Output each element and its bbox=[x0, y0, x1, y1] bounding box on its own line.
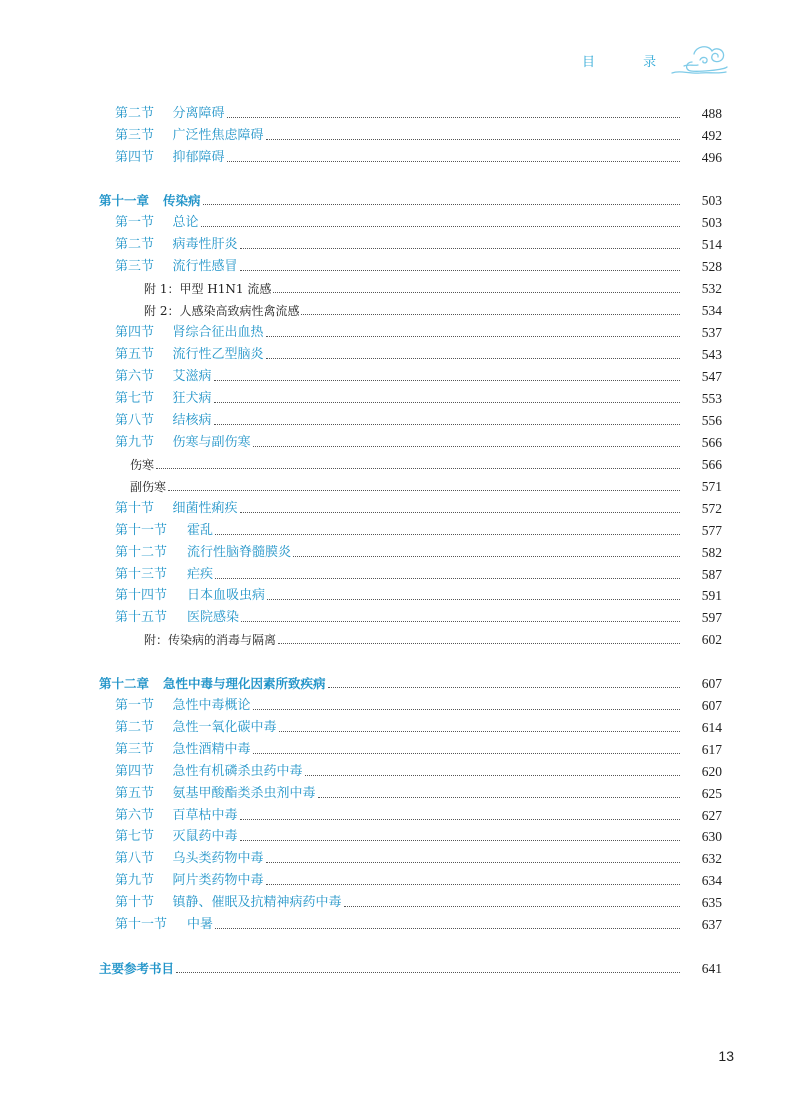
toc-number: 第六节 bbox=[115, 807, 155, 823]
toc-page-number: 514 bbox=[701, 237, 722, 253]
toc-page-number: 591 bbox=[701, 588, 722, 604]
toc-title: 阿片类药物中毒 bbox=[172, 873, 264, 889]
toc-title: 主要参考书目 bbox=[99, 960, 175, 976]
toc-number: 第十节 bbox=[115, 895, 155, 911]
toc-entry-row[interactable] bbox=[0, 737, 800, 758]
toc-title: 急性有机磷杀虫药中毒 bbox=[172, 763, 303, 779]
toc-number: 第三节 bbox=[115, 741, 155, 757]
dot-leader bbox=[253, 446, 680, 447]
toc-title: 乌头类药物中毒 bbox=[172, 851, 264, 867]
toc-title: 氨基甲酸酯类杀虫剂中毒 bbox=[172, 785, 316, 801]
toc-entry-row[interactable] bbox=[0, 496, 800, 517]
toc-entry-row[interactable] bbox=[0, 803, 800, 824]
toc-page-number: 617 bbox=[701, 741, 722, 757]
toc-entry-row[interactable] bbox=[0, 210, 800, 231]
toc-entry-label bbox=[115, 764, 303, 780]
toc-page-number: 503 bbox=[701, 215, 722, 231]
toc-entry-row[interactable] bbox=[0, 518, 800, 539]
toc-entry-label bbox=[115, 347, 264, 363]
dot-leader bbox=[253, 709, 680, 710]
toc-entry-row[interactable] bbox=[0, 430, 800, 451]
toc-title: 中暑 bbox=[187, 917, 214, 933]
toc-entry-row[interactable] bbox=[0, 715, 800, 736]
toc-page-number: 614 bbox=[701, 719, 722, 735]
toc-entry-row[interactable] bbox=[0, 824, 800, 845]
dot-leader bbox=[266, 139, 680, 140]
dot-leader bbox=[240, 270, 680, 271]
toc-page-number: 632 bbox=[701, 851, 722, 867]
toc-entry-row[interactable] bbox=[0, 759, 800, 780]
toc-page-number: 625 bbox=[701, 785, 722, 801]
dot-leader bbox=[214, 424, 680, 425]
toc-entry-row[interactable] bbox=[0, 583, 800, 604]
toc-entry-label bbox=[115, 698, 251, 714]
dot-leader bbox=[240, 512, 680, 513]
toc-number: 第五节 bbox=[115, 347, 155, 362]
toc-number: 第一节 bbox=[115, 215, 155, 231]
toc-title: 流行性感冒 bbox=[172, 259, 238, 275]
toc-entry-label bbox=[115, 567, 213, 583]
toc-number: 第三节 bbox=[115, 259, 155, 275]
toc-page-number: 566 bbox=[701, 456, 722, 472]
toc-number: 第二节 bbox=[115, 237, 155, 253]
toc-entry-row[interactable] bbox=[0, 386, 800, 407]
toc-number: 第九节 bbox=[115, 434, 155, 450]
toc-entry-label bbox=[115, 215, 199, 231]
toc-page-number: 620 bbox=[701, 763, 722, 779]
toc-page-number: 607 bbox=[701, 697, 722, 713]
toc-entry-row[interactable] bbox=[0, 145, 800, 166]
toc-page-number: 547 bbox=[701, 368, 722, 384]
toc-page-number: 528 bbox=[701, 259, 722, 275]
toc-number: 第三节 bbox=[115, 127, 155, 143]
toc-page-number: 537 bbox=[701, 325, 722, 341]
toc-title: 附 1：甲型 H1N1 流感 bbox=[144, 282, 272, 297]
toc-title: 医院感染 bbox=[187, 610, 240, 626]
toc-page-number: 556 bbox=[701, 412, 722, 428]
toc-chapter-row[interactable] bbox=[0, 956, 800, 977]
dot-leader bbox=[214, 402, 680, 403]
toc-entry-label bbox=[115, 106, 225, 122]
toc-number: 第十一章 bbox=[99, 193, 150, 209]
header-title: 目 录 bbox=[582, 55, 679, 70]
toc-entry-row[interactable] bbox=[0, 846, 800, 867]
dot-leader bbox=[215, 578, 680, 579]
toc-entry-label bbox=[115, 413, 212, 429]
toc-number: 第二节 bbox=[115, 106, 155, 121]
toc-entry-row[interactable] bbox=[0, 101, 800, 122]
toc-title: 抑郁障碍 bbox=[172, 149, 225, 165]
dot-leader bbox=[203, 204, 680, 205]
toc-title: 急性中毒概论 bbox=[172, 697, 251, 713]
toc-number: 第八节 bbox=[115, 412, 155, 428]
toc-page-number: 582 bbox=[701, 544, 722, 560]
toc-entry-label bbox=[115, 742, 251, 758]
toc-title: 霍乱 bbox=[187, 522, 214, 538]
toc-page-number: 597 bbox=[701, 610, 722, 626]
toc-entry-row[interactable] bbox=[0, 320, 800, 341]
toc-title: 总论 bbox=[172, 215, 199, 231]
dot-leader bbox=[267, 599, 680, 600]
toc-title: 急性酒精中毒 bbox=[172, 741, 251, 757]
toc-title: 细菌性痢疾 bbox=[172, 500, 238, 516]
toc-page-number: 587 bbox=[701, 566, 722, 582]
toc-title: 附：传染病的消毒与隔离 bbox=[144, 633, 277, 648]
toc-title: 附 2：人感染高致病性禽流感 bbox=[144, 304, 300, 319]
toc-entry-row[interactable] bbox=[0, 232, 800, 253]
toc-title: 狂犬病 bbox=[172, 390, 212, 406]
dot-leader bbox=[318, 797, 680, 798]
dot-leader bbox=[156, 468, 680, 469]
toc-entry-label bbox=[99, 193, 201, 209]
toc-page-number: 534 bbox=[701, 303, 722, 319]
toc-page-number: 630 bbox=[701, 829, 722, 845]
toc-number: 第八节 bbox=[115, 851, 155, 867]
toc-chapter-row[interactable] bbox=[0, 188, 800, 209]
toc-title: 艾滋病 bbox=[172, 368, 212, 384]
dot-leader bbox=[344, 906, 680, 907]
toc-entry-label bbox=[99, 676, 326, 692]
toc-title: 副伤寒 bbox=[130, 479, 167, 494]
dot-leader bbox=[278, 643, 680, 644]
toc-entry-label bbox=[115, 501, 238, 517]
toc-entry-row[interactable] bbox=[0, 605, 800, 626]
toc-number: 第十四节 bbox=[115, 588, 168, 604]
toc-title: 伤寒与副伤寒 bbox=[172, 434, 251, 450]
toc-entry-label bbox=[115, 237, 238, 253]
toc-entry-row[interactable] bbox=[0, 781, 800, 802]
toc-entry-row[interactable] bbox=[0, 474, 800, 495]
toc-page-number: 635 bbox=[701, 895, 722, 911]
dot-leader bbox=[214, 380, 680, 381]
toc-title: 伤寒 bbox=[130, 457, 155, 472]
toc-entry-label bbox=[115, 873, 264, 889]
toc-page-number: 496 bbox=[701, 149, 722, 165]
toc-number: 第七节 bbox=[115, 390, 155, 406]
toc-page-number: 553 bbox=[701, 390, 722, 406]
dot-leader bbox=[215, 534, 680, 535]
dot-leader bbox=[240, 840, 680, 841]
toc-number: 第七节 bbox=[115, 829, 155, 845]
toc-entry-row[interactable] bbox=[0, 364, 800, 385]
toc-page-number: 488 bbox=[701, 106, 722, 121]
dot-leader bbox=[266, 336, 680, 337]
toc-entry-label bbox=[115, 369, 212, 385]
toc-title: 广泛性焦虑障碍 bbox=[172, 127, 264, 143]
toc-entry-row[interactable] bbox=[0, 562, 800, 583]
toc-entry-label bbox=[115, 917, 213, 933]
toc-entry-label bbox=[115, 808, 238, 824]
toc-page-number: 543 bbox=[701, 347, 722, 362]
dot-leader bbox=[279, 731, 680, 732]
dot-leader bbox=[240, 819, 680, 820]
toc-number: 第十三节 bbox=[115, 566, 168, 582]
toc-title: 镇静、催眠及抗精神病药中毒 bbox=[172, 895, 342, 911]
toc-page-number: 571 bbox=[701, 478, 722, 494]
toc-number: 第一节 bbox=[115, 697, 155, 713]
toc-entry-row[interactable] bbox=[0, 890, 800, 911]
toc-entry-label bbox=[115, 588, 265, 604]
toc-chapter-row[interactable] bbox=[0, 671, 800, 692]
toc-entry-label bbox=[99, 961, 174, 977]
toc-number: 第四节 bbox=[115, 763, 155, 779]
toc-title: 结核病 bbox=[172, 412, 212, 428]
toc-entry-row[interactable] bbox=[0, 452, 800, 473]
toc-title: 急性中毒与理化因素所致疾病 bbox=[163, 675, 326, 691]
toc-entry-label bbox=[144, 281, 271, 297]
toc-entry-label bbox=[144, 303, 299, 319]
toc-page-number: 503 bbox=[701, 193, 722, 209]
toc-page-number: 577 bbox=[701, 522, 722, 538]
toc-page-number: 572 bbox=[701, 500, 722, 516]
toc-entry-label bbox=[115, 545, 291, 561]
toc-entry-row[interactable] bbox=[0, 254, 800, 275]
toc-number: 第十五节 bbox=[115, 610, 168, 626]
dot-leader bbox=[227, 161, 680, 162]
toc-entry-label bbox=[115, 720, 277, 736]
toc-entry-label bbox=[115, 259, 238, 275]
toc-number: 第十节 bbox=[115, 500, 155, 516]
dot-leader bbox=[301, 314, 680, 315]
toc-number: 第四节 bbox=[115, 325, 155, 341]
toc-entry-row[interactable] bbox=[0, 276, 800, 297]
dot-leader bbox=[240, 248, 680, 249]
toc-entry-label bbox=[115, 435, 251, 451]
toc-title: 流行性脑脊髓膜炎 bbox=[187, 544, 292, 560]
toc-number: 第十一节 bbox=[115, 917, 168, 933]
toc-page-number: 627 bbox=[701, 807, 722, 823]
toc-title: 日本血吸虫病 bbox=[187, 588, 266, 604]
toc-entry-row[interactable] bbox=[0, 298, 800, 319]
toc-page-number: 602 bbox=[701, 632, 722, 648]
toc-entry-label bbox=[115, 391, 212, 407]
dot-leader bbox=[266, 358, 680, 359]
toc-entry-row[interactable] bbox=[0, 693, 800, 714]
toc-number: 第二节 bbox=[115, 719, 155, 735]
toc-title: 灭鼠药中毒 bbox=[172, 829, 238, 845]
toc-entry-label bbox=[115, 150, 225, 166]
toc-entry-label bbox=[115, 829, 238, 845]
toc-page-number: 566 bbox=[701, 434, 722, 450]
dot-leader bbox=[305, 775, 680, 776]
toc-title: 急性一氧化碳中毒 bbox=[172, 719, 277, 735]
dot-leader bbox=[227, 117, 680, 118]
toc-page-number: 492 bbox=[701, 127, 722, 143]
toc-entry-row[interactable] bbox=[0, 342, 800, 363]
toc-number: 第四节 bbox=[115, 149, 155, 165]
toc-title: 疟疾 bbox=[187, 566, 214, 582]
toc-entry-row[interactable] bbox=[0, 627, 800, 648]
dot-leader bbox=[168, 490, 680, 491]
toc-entry-label bbox=[115, 128, 264, 144]
dot-leader bbox=[266, 884, 680, 885]
toc-number: 第十一节 bbox=[115, 522, 168, 538]
toc-entry-label bbox=[115, 851, 264, 867]
toc-number: 第十二节 bbox=[115, 544, 168, 560]
dot-leader bbox=[241, 621, 680, 622]
toc-entry-label bbox=[115, 895, 342, 911]
toc-title: 病毒性肝炎 bbox=[172, 237, 238, 253]
toc-number: 第五节 bbox=[115, 785, 155, 801]
toc-title: 流行性乙型脑炎 bbox=[172, 347, 264, 362]
toc-entry-label bbox=[130, 457, 154, 473]
toc-entry-label bbox=[115, 786, 316, 802]
toc-entry-row[interactable] bbox=[0, 123, 800, 144]
dot-leader bbox=[201, 226, 680, 227]
toc-number: 第九节 bbox=[115, 873, 155, 889]
page-number: 13 bbox=[718, 1048, 734, 1064]
toc-entry-label bbox=[115, 610, 239, 626]
dot-leader bbox=[253, 753, 680, 754]
toc-entry-row[interactable] bbox=[0, 868, 800, 889]
dot-leader bbox=[266, 862, 680, 863]
toc-entry-label bbox=[115, 523, 213, 539]
toc-title: 肾综合征出血热 bbox=[172, 325, 264, 341]
toc-page-number: 532 bbox=[701, 281, 722, 297]
toc-entry-row[interactable] bbox=[0, 540, 800, 561]
dot-leader bbox=[293, 556, 680, 557]
dot-leader bbox=[215, 928, 680, 929]
toc-title: 传染病 bbox=[163, 193, 201, 209]
dot-leader bbox=[328, 687, 680, 688]
toc-entry-row[interactable] bbox=[0, 408, 800, 429]
toc-entry-label bbox=[130, 479, 166, 495]
toc-entry-label bbox=[144, 632, 276, 648]
dot-leader bbox=[176, 972, 680, 973]
dot-leader bbox=[273, 292, 680, 293]
toc-title: 分离障碍 bbox=[172, 106, 225, 121]
toc-page-number: 637 bbox=[701, 917, 722, 933]
toc-page-number: 634 bbox=[701, 873, 722, 889]
toc-number: 第十二章 bbox=[99, 675, 150, 691]
toc-page-number: 641 bbox=[701, 960, 722, 976]
toc-title: 百草枯中毒 bbox=[172, 807, 238, 823]
toc-number: 第六节 bbox=[115, 368, 155, 384]
toc-page-number: 607 bbox=[701, 675, 722, 691]
toc-entry-row[interactable] bbox=[0, 912, 800, 933]
toc-entry-label bbox=[115, 325, 264, 341]
